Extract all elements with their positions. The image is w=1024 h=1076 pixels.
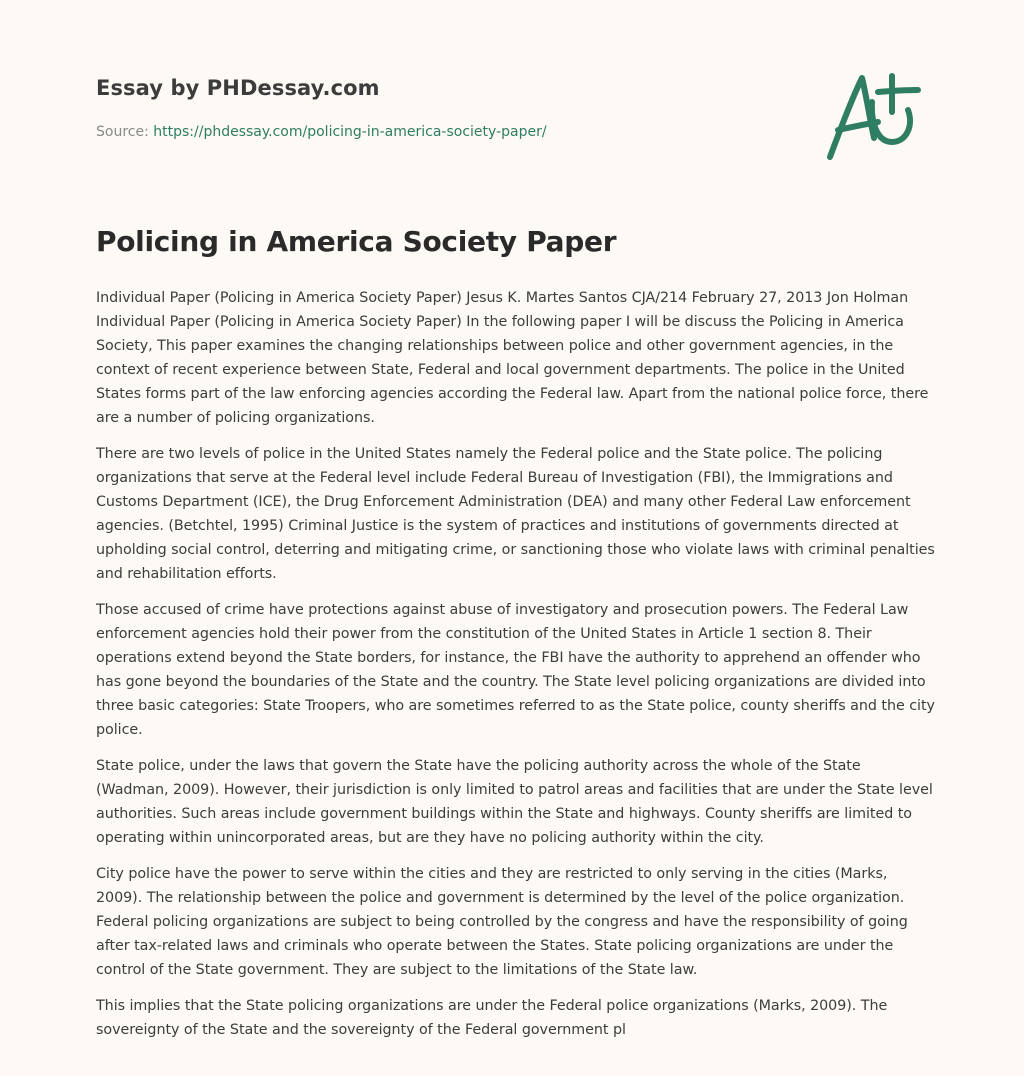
- essay-paragraph: Those accused of crime have protections against abuse of investigatory and prosecution powers. The Federal Law enforcement agencies hold their power from the constitution of the United States in Article 1 section 8. Their operations extend beyond the State borders, for instance, the FBI have the authority to apprehend an offender who has gone beyond the boundaries of the State and the country. The State level policing organizations are divided into three basic categories: State Troopers, who are sometimes referred to as the State police, county sheriffs and the city police.: [96, 602, 935, 738]
- source-link[interactable]: https://phdessay.com/policing-in-america-society-paper/: [153, 124, 547, 140]
- source-line: [96, 124, 547, 140]
- brand-title: Essay by PHDessay.com: [96, 76, 380, 100]
- essay-body: [96, 286, 936, 1054]
- source-label: Source:: [96, 124, 154, 140]
- essay-paragraph: State police, under the laws that govern the State have the policing authority across the whole of the State (Wadman, 2009). However, their jurisdiction is only limited to patrol areas and facilities that are under the State level authorities. Such areas include government buildings within the State and highways. County sheriffs are limited to operating within unincorporated areas, but are they have no policing authority within the city.: [96, 758, 933, 846]
- essay-paragraph: Individual Paper (Policing in America Society Paper) Jesus K. Martes Santos CJA/214 February 27, 2013 Jon Holman Individual Paper (Policing in America Society Paper) In the following paper I will be discuss the Policing in America Society, This paper examines the changing relationships between police and other government agencies, in the context of recent experience between State, Federal and local government departments. The police in the United States forms part of the law enforcing agencies according the Federal law. Apart from the national police force, there are a number of policing organizations.: [96, 290, 929, 426]
- essay-paragraph: This implies that the State policing organizations are under the Federal police organizations (Marks, 2009). The sovereignty of the State and the sovereignty of the Federal government pl: [96, 998, 888, 1038]
- essay-title: Policing in America Society Paper: [96, 225, 617, 258]
- a-plus-logo-icon: [822, 68, 928, 164]
- essay-paragraph: There are two levels of police in the United States namely the Federal police and the State police. The policing organizations that serve at the Federal level include Federal Bureau of Investigation (FBI), the Immigrations and Customs Department (ICE), the Drug Enforcement Administration (DEA) and many other Federal Law enforcement agencies. (Betchtel, 1995) Criminal Justice is the system of practices and institutions of governments directed at upholding social control, deterring and mitigating crime, or sanctioning those who violate laws with criminal penalties and rehabilitation efforts.: [96, 446, 935, 582]
- essay-paragraph: City police have the power to serve within the cities and they are restricted to only serving in the cities (Marks, 2009). The relationship between the police and government is determined by the level of the police organization. Federal policing organizations are subject to being controlled by the congress and have the responsibility of going after tax-related laws and criminals who operate between the States. State policing organizations are under the control of the State government. They are subject to the limitations of the State law.: [96, 866, 908, 978]
